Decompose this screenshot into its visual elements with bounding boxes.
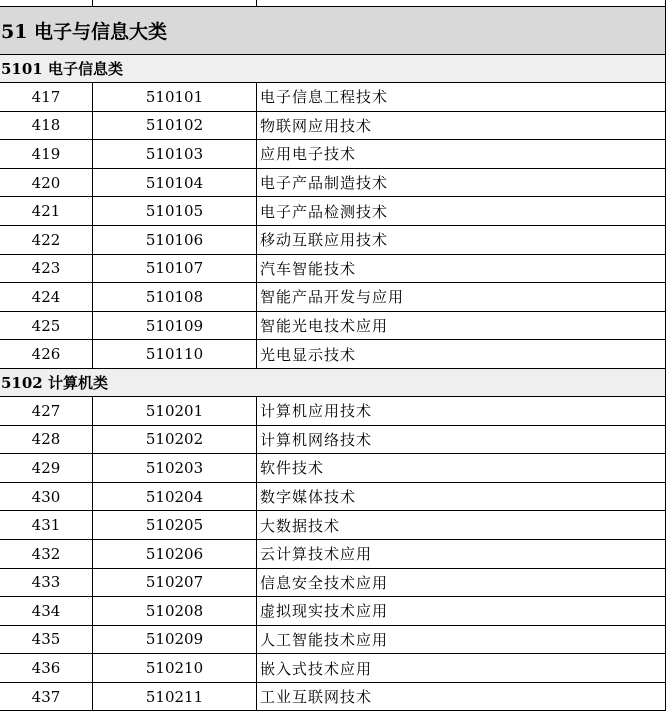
program-name-cell: 移动互联应用技术 bbox=[260, 231, 389, 250]
table-row bbox=[0, 140, 665, 169]
table-row bbox=[0, 597, 665, 626]
table-row bbox=[0, 654, 665, 683]
sequence-number-cell: 430 bbox=[0, 483, 93, 511]
column-divider bbox=[92, 0, 93, 6]
sequence-number-cell: 419 bbox=[0, 140, 93, 168]
table-row bbox=[0, 569, 665, 598]
program-name-cell: 光电显示技术 bbox=[260, 345, 357, 364]
table-row bbox=[0, 283, 665, 312]
program-code-cell: 510102 bbox=[93, 112, 257, 140]
program-code-cell: 510108 bbox=[93, 283, 257, 311]
program-code-cell: 510101 bbox=[93, 83, 257, 111]
group-header-5102 bbox=[0, 369, 665, 397]
program-name-cell: 嵌入式技术应用 bbox=[260, 659, 373, 678]
sequence-number-cell: 434 bbox=[0, 597, 93, 625]
program-code-cell: 510201 bbox=[93, 397, 257, 425]
program-code-cell: 510204 bbox=[93, 483, 257, 511]
program-code-cell: 510107 bbox=[93, 255, 257, 283]
sequence-number-cell: 435 bbox=[0, 626, 93, 654]
sequence-number-cell: 428 bbox=[0, 426, 93, 454]
program-name-cell: 数字媒体技术 bbox=[260, 488, 357, 507]
sequence-number-cell: 436 bbox=[0, 654, 93, 682]
table-row bbox=[0, 426, 665, 455]
program-name-cell: 计算机网络技术 bbox=[260, 430, 373, 449]
program-code-cell: 510211 bbox=[93, 683, 257, 711]
sequence-number-cell: 433 bbox=[0, 569, 93, 597]
table-row bbox=[0, 511, 665, 540]
major-category-label: 51 电子与信息大类 bbox=[1, 21, 168, 43]
program-code-cell: 510109 bbox=[93, 312, 257, 340]
program-code-cell: 510208 bbox=[93, 597, 257, 625]
major-category-header bbox=[0, 7, 665, 55]
program-name-cell: 电子产品检测技术 bbox=[260, 202, 389, 221]
group-rows-5101 bbox=[0, 83, 665, 369]
program-code-cell: 510103 bbox=[93, 140, 257, 168]
program-name-cell: 人工智能技术应用 bbox=[260, 630, 389, 649]
table-row bbox=[0, 226, 665, 255]
program-code-cell: 510207 bbox=[93, 569, 257, 597]
table-row bbox=[0, 169, 665, 198]
program-name-cell: 软件技术 bbox=[260, 459, 325, 478]
program-code-cell: 510105 bbox=[93, 197, 257, 225]
program-code-cell: 510104 bbox=[93, 169, 257, 197]
sequence-number-cell: 424 bbox=[0, 283, 93, 311]
program-name-cell: 应用电子技术 bbox=[260, 145, 357, 164]
table-row bbox=[0, 197, 665, 226]
column-divider bbox=[256, 0, 257, 6]
program-name-cell: 汽车智能技术 bbox=[260, 259, 357, 278]
table-row bbox=[0, 397, 665, 426]
program-name-cell: 电子产品制造技术 bbox=[260, 174, 389, 193]
group-header-5101 bbox=[0, 55, 665, 83]
program-name-cell: 电子信息工程技术 bbox=[260, 88, 389, 107]
program-name-cell: 虚拟现实技术应用 bbox=[260, 602, 389, 621]
group-rows-5102 bbox=[0, 397, 665, 712]
table-row bbox=[0, 340, 665, 369]
table-top-strip bbox=[0, 0, 665, 7]
sequence-number-cell: 437 bbox=[0, 683, 93, 711]
program-code-cell: 510210 bbox=[93, 654, 257, 682]
program-name-cell: 计算机应用技术 bbox=[260, 402, 373, 421]
sequence-number-cell: 422 bbox=[0, 226, 93, 254]
sequence-number-cell: 426 bbox=[0, 340, 93, 368]
table-row bbox=[0, 112, 665, 141]
group-label: 5101 电子信息类 bbox=[1, 60, 123, 78]
program-code-cell: 510203 bbox=[93, 454, 257, 482]
sequence-number-cell: 429 bbox=[0, 454, 93, 482]
program-code-cell: 510202 bbox=[93, 426, 257, 454]
program-name-cell: 信息安全技术应用 bbox=[260, 573, 389, 592]
program-code-cell: 510205 bbox=[93, 511, 257, 539]
table-row bbox=[0, 83, 665, 112]
sequence-number-cell: 425 bbox=[0, 312, 93, 340]
program-name-cell: 智能产品开发与应用 bbox=[260, 288, 405, 307]
table-row bbox=[0, 312, 665, 341]
sequence-number-cell: 432 bbox=[0, 540, 93, 568]
table-row bbox=[0, 540, 665, 569]
sequence-number-cell: 431 bbox=[0, 511, 93, 539]
program-code-cell: 510209 bbox=[93, 626, 257, 654]
program-name-cell: 物联网应用技术 bbox=[260, 116, 373, 135]
table-row bbox=[0, 255, 665, 284]
sequence-number-cell: 421 bbox=[0, 197, 93, 225]
sequence-number-cell: 427 bbox=[0, 397, 93, 425]
program-code-cell: 510206 bbox=[93, 540, 257, 568]
sequence-number-cell: 420 bbox=[0, 169, 93, 197]
program-code-cell: 510106 bbox=[93, 226, 257, 254]
program-name-cell: 智能光电技术应用 bbox=[260, 317, 389, 336]
program-code-cell: 510110 bbox=[93, 340, 257, 368]
table-row bbox=[0, 483, 665, 512]
sequence-number-cell: 423 bbox=[0, 255, 93, 283]
table-row bbox=[0, 626, 665, 655]
program-name-cell: 云计算技术应用 bbox=[260, 545, 373, 564]
program-name-cell: 工业互联网技术 bbox=[260, 688, 373, 707]
program-name-cell: 大数据技术 bbox=[260, 516, 341, 535]
group-label: 5102 计算机类 bbox=[1, 373, 108, 392]
sequence-number-cell: 418 bbox=[0, 112, 93, 140]
sequence-number-cell: 417 bbox=[0, 83, 93, 111]
table-row bbox=[0, 454, 665, 483]
table-row bbox=[0, 683, 665, 712]
